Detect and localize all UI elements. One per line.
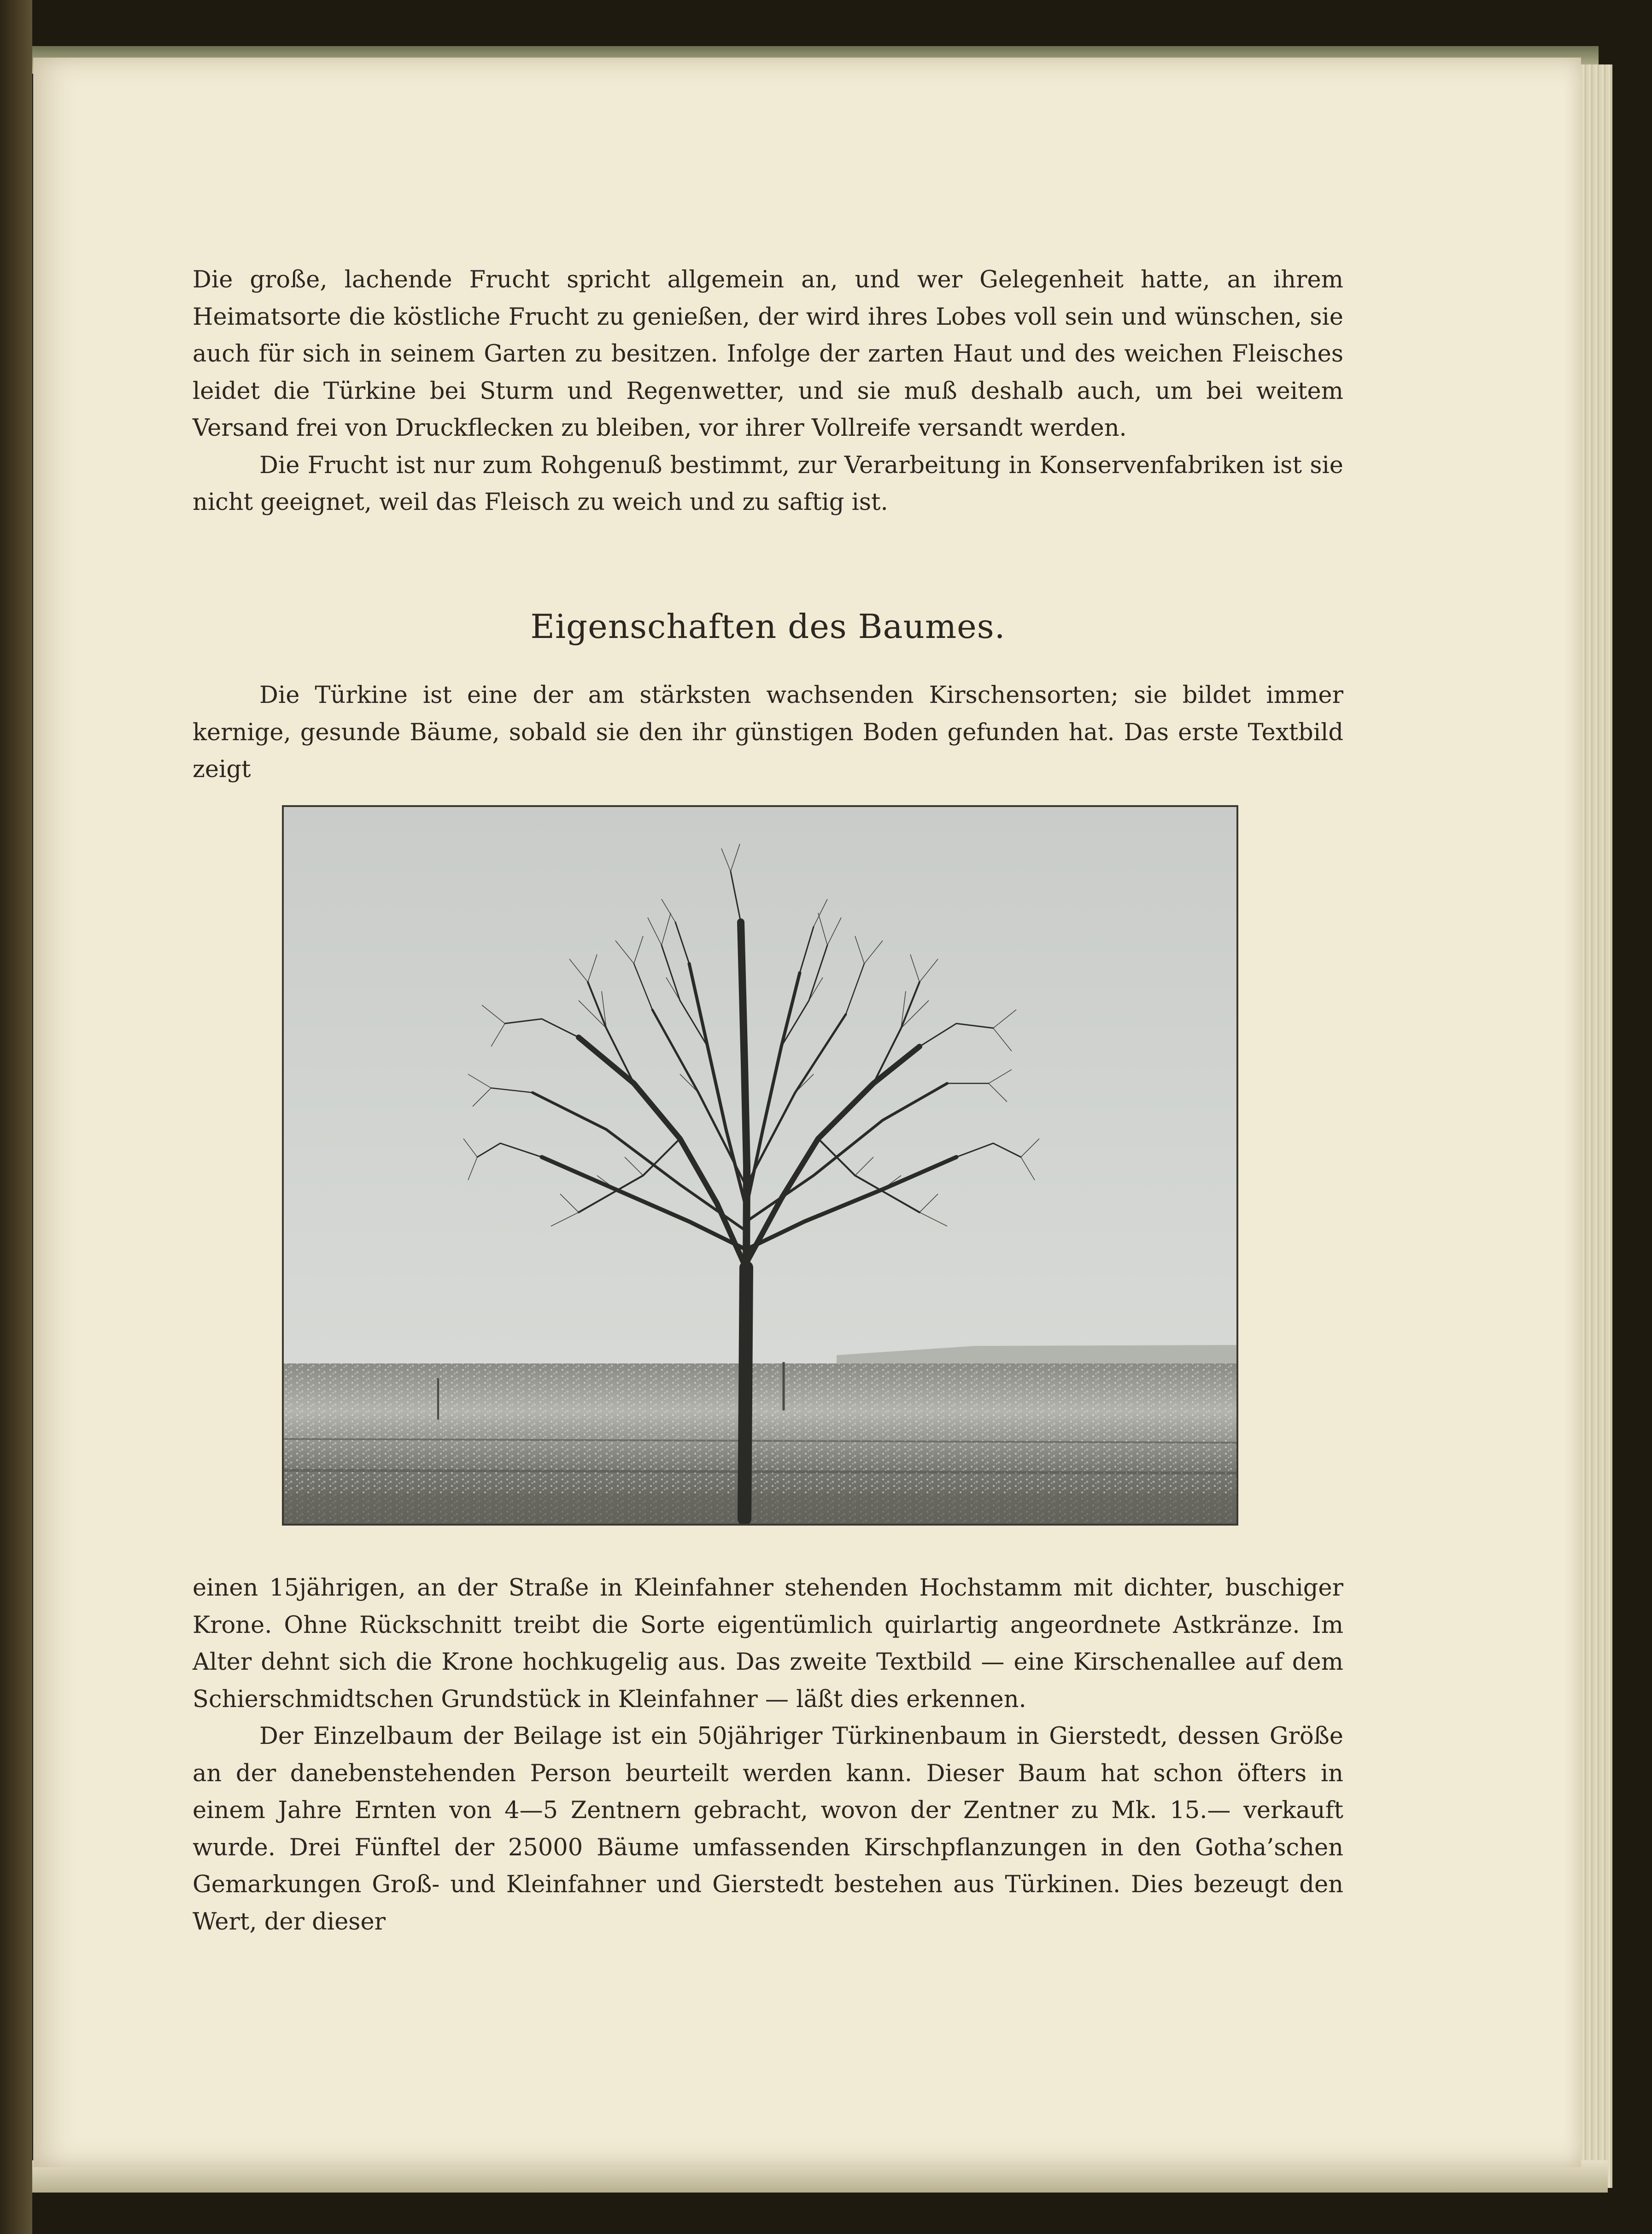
paragraph: Der Einzelbaum der Beilage ist ein 50jähriger Türkinenbaum in Gierstedt, dessen Größe an der danebenstehenden Person beurteilt werden kann. Dieser Baum hat schon öfters in einem Jahre Ernten von 4—5 Zentnern gebracht, wovon der Zentner zu Mk. 15.— verkauft wurde. Drei Fünftel der 25000 Bäume umfassenden Kirschpflanzungen in den Gotha’schen Gemarkungen Groß- und Kleinfahner und Gierstedt bestehen aus Türkinen. Dies bezeugt den Wert, der dieser (193, 1723, 1343, 1936)
paragraph: Die Frucht ist nur zum Rohgenuß bestimmt, zur Verarbeitung in Konservenfabriken ist sie nicht geeignet, weil das Fleisch zu weich und zu saftig ist. (193, 451, 1343, 516)
tree-photo-illustration (284, 807, 1236, 1524)
paragraph: Die Türkine ist eine der am stärksten wachsenden Kirschensorten; sie bildet immer kernige, gesunde Bäume, sobald sie den ihr günstigen Boden gefunden hat. Das erste Textbild zeigt (193, 682, 1343, 783)
section-heading: Eigenschaften des Baumes. (530, 607, 1006, 646)
text-block-bottom (193, 1570, 1343, 1941)
paragraph: einen 15jährigen, an der Straße in Kleinfahner stehenden Hochstamm mit dichter, buschiger Krone. Ohne Rückschnitt treibt die Sorte eigentümlich quirlartig angeordnete Astkränze. Im Alter dehnt sich die Krone hochkugelig aus. Das zweite Textbild — eine Kirschenallee auf dem Schierschmidtschen Grundstück in Kleinfahner — läßt dies erkennen. (193, 1574, 1343, 1713)
text-block-top (193, 262, 1343, 521)
book-spine (0, 0, 32, 2234)
paragraph: Die große, lachende Frucht spricht allgemein an, und wer Gelegenheit hatte, an ihrem Heimatsorte die köstliche Frucht zu genießen, der wird ihres Lobes voll sein und wünschen, sie auch für sich in seinem Garten zu besitzen. Infolge der zarten Haut und des weichen Fleisches leidet die Türkine bei Sturm und Regenwetter, und sie muß deshalb auch, um bei weitem Versand frei von Druckflecken zu bleiben, vor ihrer Vollreife versandt werden. (193, 266, 1343, 442)
text-block-intro (193, 677, 1343, 789)
tree-photograph (282, 805, 1238, 1526)
